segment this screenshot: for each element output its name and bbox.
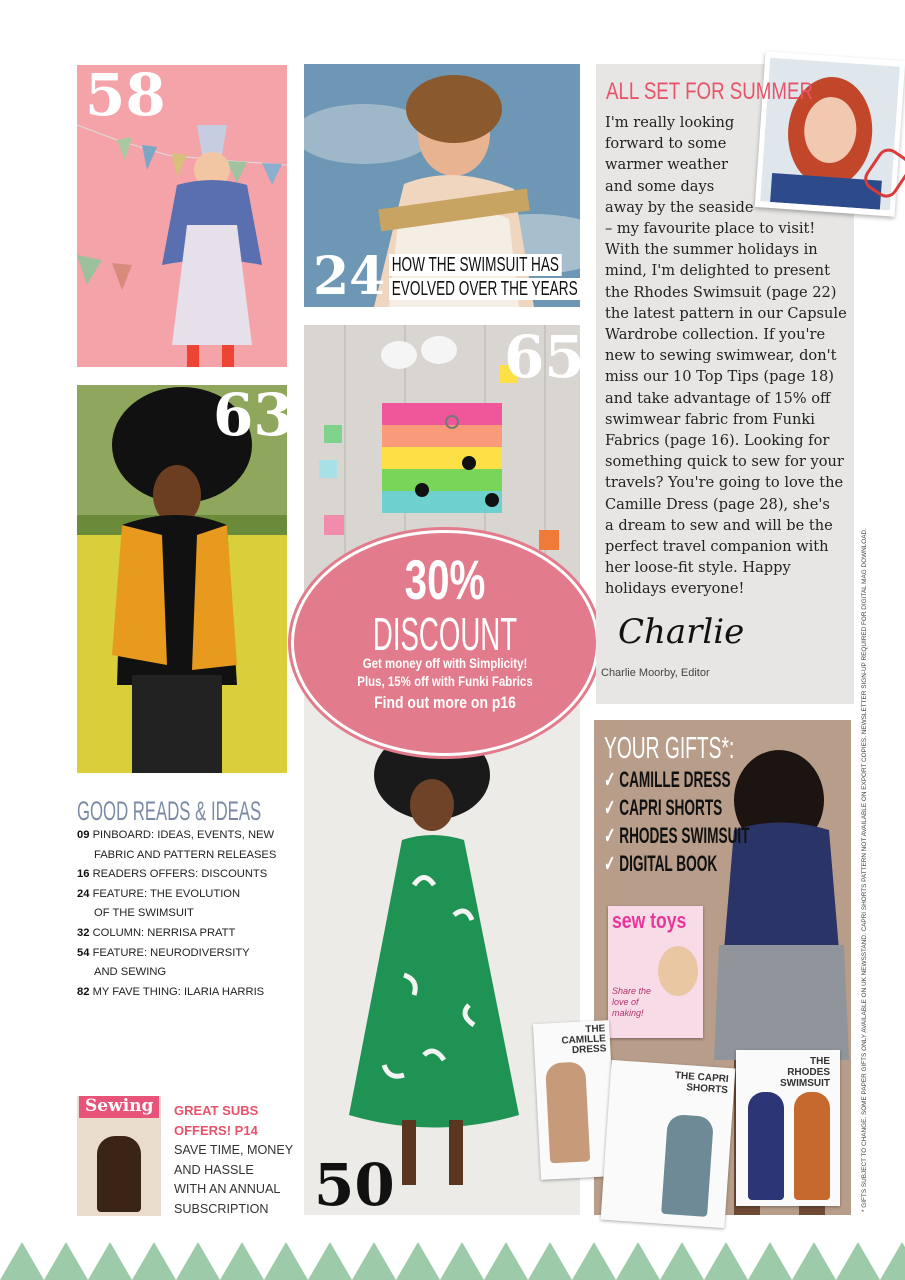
editor-caption: Charlie Moorby, Editor — [601, 667, 710, 679]
pattern-model — [748, 1092, 784, 1200]
reads-heading: GOOD READS & IDEAS — [77, 796, 262, 826]
magazine-title: sew toys — [612, 908, 687, 933]
subs-heading[interactable]: GREAT SUBS OFFERS! P14 — [174, 1103, 259, 1138]
editor-signature: Charlie — [618, 612, 745, 652]
pattern-model — [794, 1092, 830, 1200]
reads-item[interactable]: 24 FEATURE: THE EVOLUTION OF THE SWIMSUIT — [77, 887, 241, 920]
pattern-model — [661, 1114, 714, 1217]
editor-line: travels? You're going to love the — [605, 474, 844, 492]
editor-line: swimwear fabric from Funki — [605, 410, 815, 428]
editor-line: perfect travel companion with — [605, 538, 829, 556]
gift-item: ✓ CAPRI SHORTS — [604, 795, 723, 820]
editor-line: warmer weather — [605, 156, 728, 174]
pattern-camille-dress: THE CAMILLE DRESS — [533, 1020, 617, 1180]
page-number-65: 65 — [504, 323, 585, 391]
reads-item[interactable]: 16 READERS OFFERS: DISCOUNTS — [77, 868, 268, 881]
gift-item: ✓ RHODES SWIMSUIT — [604, 823, 750, 848]
editor-line: the Rhodes Swimsuit (page 22) — [605, 283, 837, 301]
cover-model — [97, 1136, 141, 1212]
check-icon: ✓ — [604, 767, 620, 792]
discount-line1: Get money off with Simplicity! — [362, 655, 528, 671]
reads-list — [77, 826, 287, 1002]
editor-line: a dream to sew and will be the — [605, 516, 833, 534]
editor-line: Camille Dress (page 28), she's — [605, 495, 830, 513]
subs-magazine-cover[interactable] — [77, 1096, 161, 1216]
discount-percent: 30% — [404, 548, 486, 611]
gifts-list — [604, 766, 839, 878]
editor-line: holidays everyone! — [605, 580, 745, 598]
editor-line: new to sewing swimwear, don't — [605, 347, 837, 365]
editor-heading: ALL SET FOR SUMMER — [606, 78, 814, 105]
editor-line: mind, I'm delighted to present — [605, 262, 830, 280]
check-icon: ✓ — [604, 823, 620, 848]
toy-illustration — [658, 946, 698, 996]
editor-line: something quick to sew for your — [605, 453, 844, 471]
sew-toys-magazine — [608, 906, 703, 1038]
gifts-heading: YOUR GIFTS*: — [604, 730, 735, 765]
editor-letter-text — [605, 112, 851, 600]
editor-line: the latest pattern in our Capsule — [605, 304, 847, 322]
editor-line: forward to some — [605, 135, 727, 153]
discount-word: DISCOUNT — [372, 608, 518, 660]
reads-item[interactable]: 09 PINBOARD: IDEAS, EVENTS, NEW FABRIC AND PATTERN RELEASES — [77, 829, 277, 861]
page-number-63: 63 — [213, 381, 294, 449]
reads-item[interactable]: 54 FEATURE: NEURODIVERSITY AND SEWING — [77, 946, 250, 979]
magazine-tag: Share the love of making! — [612, 986, 652, 1018]
pattern-capri-shorts: THE CAPRI SHORTS — [601, 1060, 736, 1228]
gift-item: ✓ CAMILLE DRESS — [604, 767, 731, 792]
pattern-model — [545, 1061, 590, 1163]
editor-line: I'm really looking — [605, 114, 735, 131]
discount-badge[interactable] — [291, 530, 599, 756]
discount-line2: Plus, 15% off with Funki Fabrics — [357, 673, 533, 689]
page-number-24: 24 — [313, 246, 386, 307]
swimsuit-caption-line1: HOW THE SWIMSUIT HAS — [389, 254, 562, 276]
editor-line: Fabrics (page 16). Looking for — [605, 432, 830, 450]
page-number-58: 58 — [85, 61, 166, 129]
editor-line: away by the seaside — [605, 198, 754, 216]
swimsuit-caption-line2: EVOLVED OVER THE YEARS — [389, 278, 580, 300]
reads-item[interactable]: 32 COLUMN: NERRISA PRATT — [77, 926, 236, 939]
page-number-50: 50 — [314, 1151, 395, 1219]
gifts-disclaimer: * GIFTS SUBJECT TO CHANGE. SOME PAPER GIFTS ONLY AVAILABLE ON UK NEWSSTAND. CAPRI SHORTS PATTERN NOT AVAILABLE ON EXPORT COPIES. NEWSLETTER SIGN-UP REQUIRED FOR DIGITAL MAG DOWNLOAD. — [861, 528, 868, 1212]
editor-line: and take advantage of 15% off — [605, 389, 831, 407]
editor-line: – my favourite place to visit! — [605, 220, 816, 238]
cover-title: Sewing — [85, 1096, 154, 1116]
subs-text: SAVE TIME, MONEY AND HASSLE WITH AN ANNUAL SUBSCRIPTION — [174, 1143, 294, 1217]
gift-item: ✓ DIGITAL BOOK — [604, 851, 718, 876]
pattern-rhodes-swimsuit: THE RHODES SWIMSUIT — [736, 1050, 840, 1206]
discount-cta[interactable]: Find out more on p16 — [374, 693, 516, 712]
editor-line: her loose-fit style. Happy — [605, 559, 791, 577]
reads-item[interactable]: 82 MY FAVE THING: ILARIA HARRIS — [77, 985, 265, 998]
check-icon: ✓ — [604, 851, 620, 876]
editor-line: miss our 10 Top Tips (page 18) — [605, 368, 834, 386]
check-icon: ✓ — [604, 795, 620, 820]
zigzag-border — [0, 1240, 905, 1280]
editor-line: With the summer holidays in — [605, 241, 818, 259]
editor-line: and some days — [605, 177, 715, 195]
editor-line: Wardrobe collection. If you're — [605, 326, 826, 344]
